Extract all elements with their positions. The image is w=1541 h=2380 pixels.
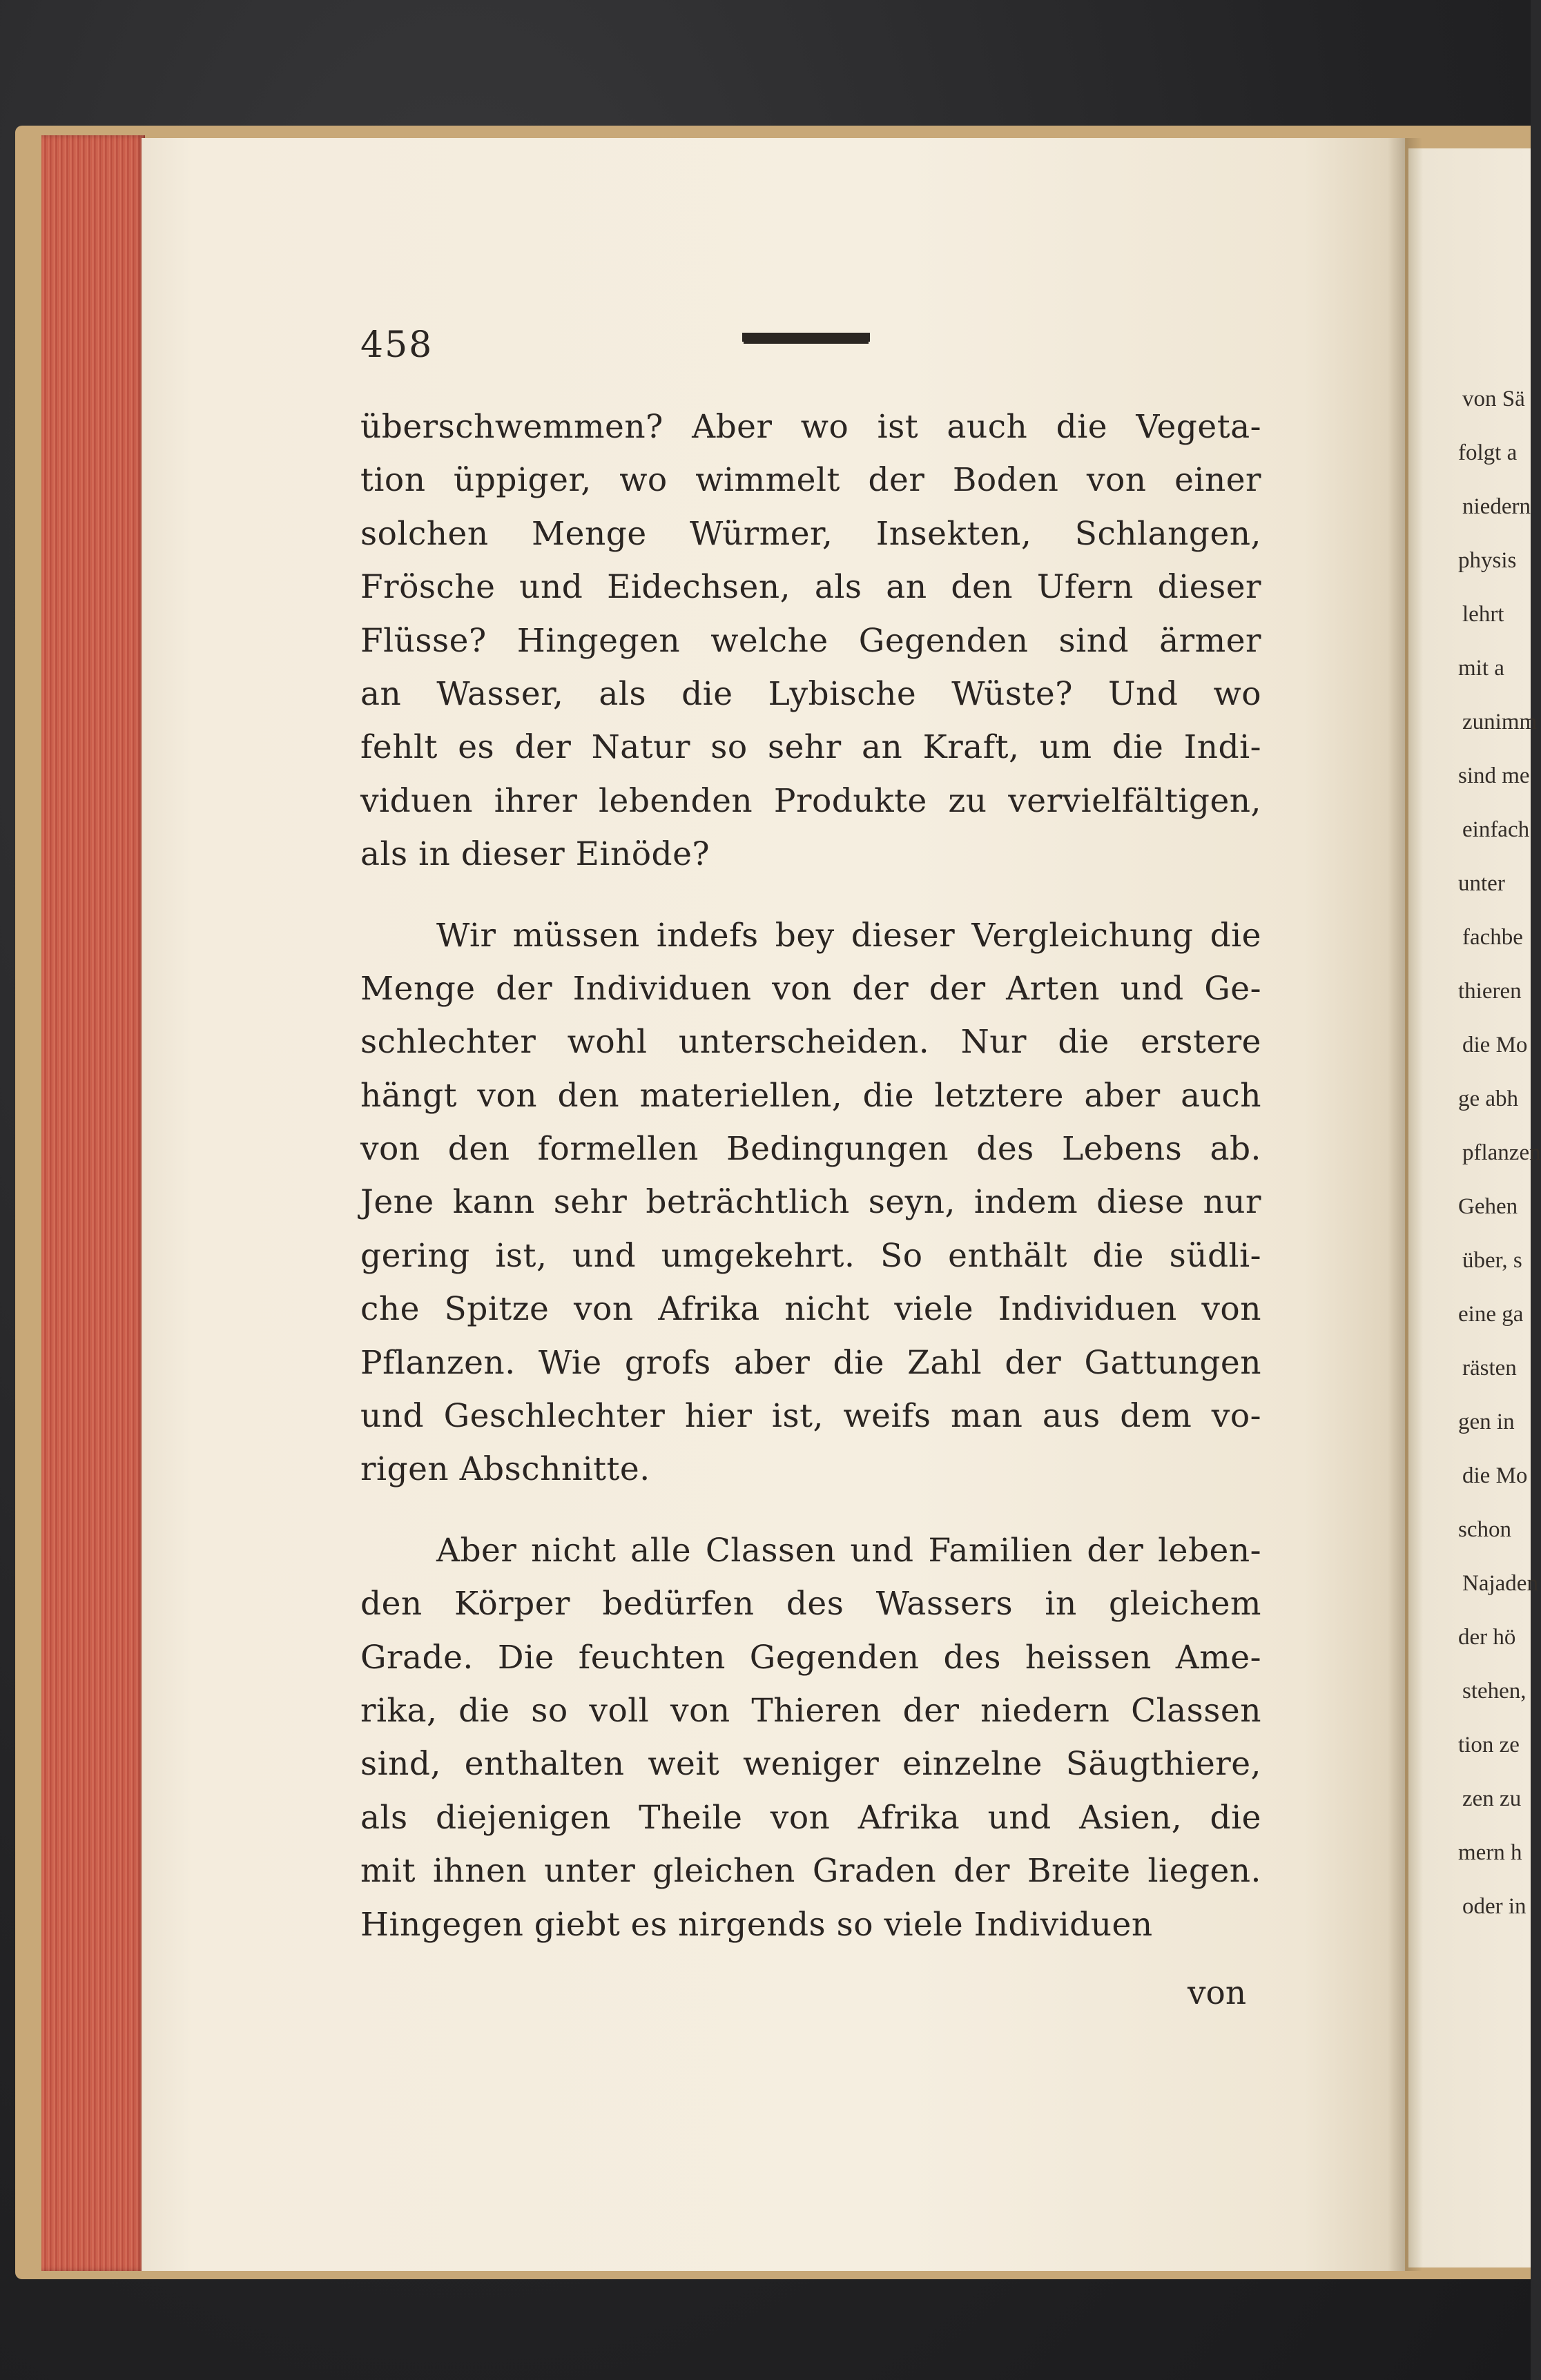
text-line: von den formellen Bedingungen des Lebens ab. — [360, 1130, 1261, 1169]
text-line: gering ist, und umgekehrt. So enthält die südli- — [360, 1236, 1261, 1275]
facing-page-fragment: schon — [1458, 1517, 1511, 1542]
facing-page-fragment: die Mo — [1462, 1463, 1528, 1488]
text-line: schlechter wohl unterscheiden. Nur die erstere — [360, 1023, 1261, 1062]
facing-page-fragment: lehrt — [1462, 602, 1504, 627]
text-line: an Wasser, als die Lybische Wüste? Und wo — [360, 674, 1261, 713]
facing-page-fragment: eine ga — [1458, 1302, 1524, 1327]
text-line: viduen ihrer lebenden Produkte zu vervielfältigen, — [360, 781, 1261, 820]
text-line: tion üppiger, wo wimmelt der Boden von einer — [360, 461, 1261, 500]
catchword: von — [1188, 1974, 1247, 2012]
facing-page-fragment: über, s — [1462, 1248, 1522, 1273]
facing-page-fragment: physis — [1458, 548, 1517, 573]
facing-page-fragment: unter — [1458, 871, 1505, 896]
text-line: als diejenigen Theile von Afrika und Asien, die — [360, 1798, 1261, 1837]
text-line: Menge der Individuen von der der Arten und Ge- — [360, 969, 1261, 1008]
header-rule — [742, 333, 870, 342]
text-line: und Geschlechter hier ist, weifs man aus dem vo- — [360, 1397, 1261, 1436]
paragraph — [360, 909, 1261, 1496]
text-line: rika, die so voll von Thieren der niedern Classen — [360, 1691, 1261, 1730]
text-line: hängt von den materiellen, die letztere aber auch — [360, 1076, 1261, 1115]
text-line: Pflanzen. Wie grofs aber die Zahl der Gattungen — [360, 1343, 1261, 1382]
facing-page-fragment: tion ze — [1458, 1733, 1520, 1757]
text-line: den Körper bedürfen des Wassers in gleichem — [360, 1585, 1261, 1623]
facing-page-fragment: sind me — [1458, 763, 1530, 788]
text-line: solchen Menge Würmer, Insekten, Schlangen, — [360, 514, 1261, 553]
facing-page-fragment: folgt a — [1458, 440, 1518, 465]
facing-page-fragment: zunimm — [1462, 710, 1538, 734]
text-line: sind, enthalten weit weniger einzelne Säugthiere, — [360, 1745, 1261, 1784]
facing-page-fragment: rästen — [1462, 1356, 1517, 1381]
paragraph — [360, 400, 1261, 881]
paragraph-gap — [360, 1496, 1261, 1524]
facing-page-fragment: der hö — [1458, 1625, 1516, 1650]
facing-page-fragment: mit a — [1458, 656, 1504, 681]
facing-page-fragment: gen in — [1458, 1410, 1515, 1434]
text-line: überschwemmen? Aber wo ist auch die Vegeta- — [360, 408, 1261, 446]
text-line: Frösche und Eidechsen, als an den Ufern dieser — [360, 568, 1261, 607]
text-line: mit ihnen unter gleichen Graden der Breite liegen. — [360, 1852, 1261, 1891]
facing-page-fragment: stehen, — [1462, 1679, 1527, 1704]
text-line: fehlt es der Natur so sehr an Kraft, um die Indi- — [360, 728, 1261, 767]
facing-page-fragment: Gehen — [1458, 1194, 1518, 1219]
text-line: Wir müssen indefs bey dieser Vergleichung die — [436, 916, 1261, 955]
page-edges — [41, 135, 145, 2271]
facing-page-fragment: niedern — [1462, 494, 1531, 519]
facing-page-fragment: die Mo — [1462, 1033, 1528, 1057]
facing-page — [1408, 148, 1541, 2267]
paragraph — [360, 1524, 1261, 1951]
facing-page-fragment: von Sä — [1462, 387, 1525, 411]
text-line: Aber nicht alle Classen und Familien der leben- — [436, 1531, 1261, 1570]
facing-page-fragment: mern h — [1458, 1840, 1522, 1865]
text-line: che Spitze von Afrika nicht viele Individuen von — [360, 1290, 1261, 1329]
text-line: rigen Abschnitte. — [360, 1450, 650, 1489]
facing-page-fragment: fachbe — [1462, 925, 1523, 950]
text-line: als in dieser Einöde? — [360, 835, 710, 874]
facing-page-fragment: pflanzen — [1462, 1140, 1541, 1165]
page-number: 458 — [360, 324, 434, 366]
text-line: Hingegen giebt es nirgends so viele Individuen — [360, 1905, 1153, 1944]
facing-page-fragment: oder in — [1462, 1894, 1527, 1919]
text-line: Jene kann sehr beträchtlich seyn, indem diese nur — [360, 1183, 1261, 1222]
facing-page-fragment: ge abh — [1458, 1086, 1519, 1111]
facing-page-fragment: einfach — [1462, 817, 1530, 842]
facing-page-fragment: zen zu — [1462, 1786, 1522, 1811]
text-line: Flüsse? Hingegen welche Gegenden sind ärmer — [360, 621, 1261, 660]
page-text — [360, 400, 1261, 1951]
facing-page-fragment: thieren — [1458, 979, 1522, 1004]
text-line: Grade. Die feuchten Gegenden des heissen Ame- — [360, 1638, 1261, 1677]
paragraph-gap — [360, 881, 1261, 909]
facing-page-fragment: Najaden — [1462, 1571, 1538, 1596]
